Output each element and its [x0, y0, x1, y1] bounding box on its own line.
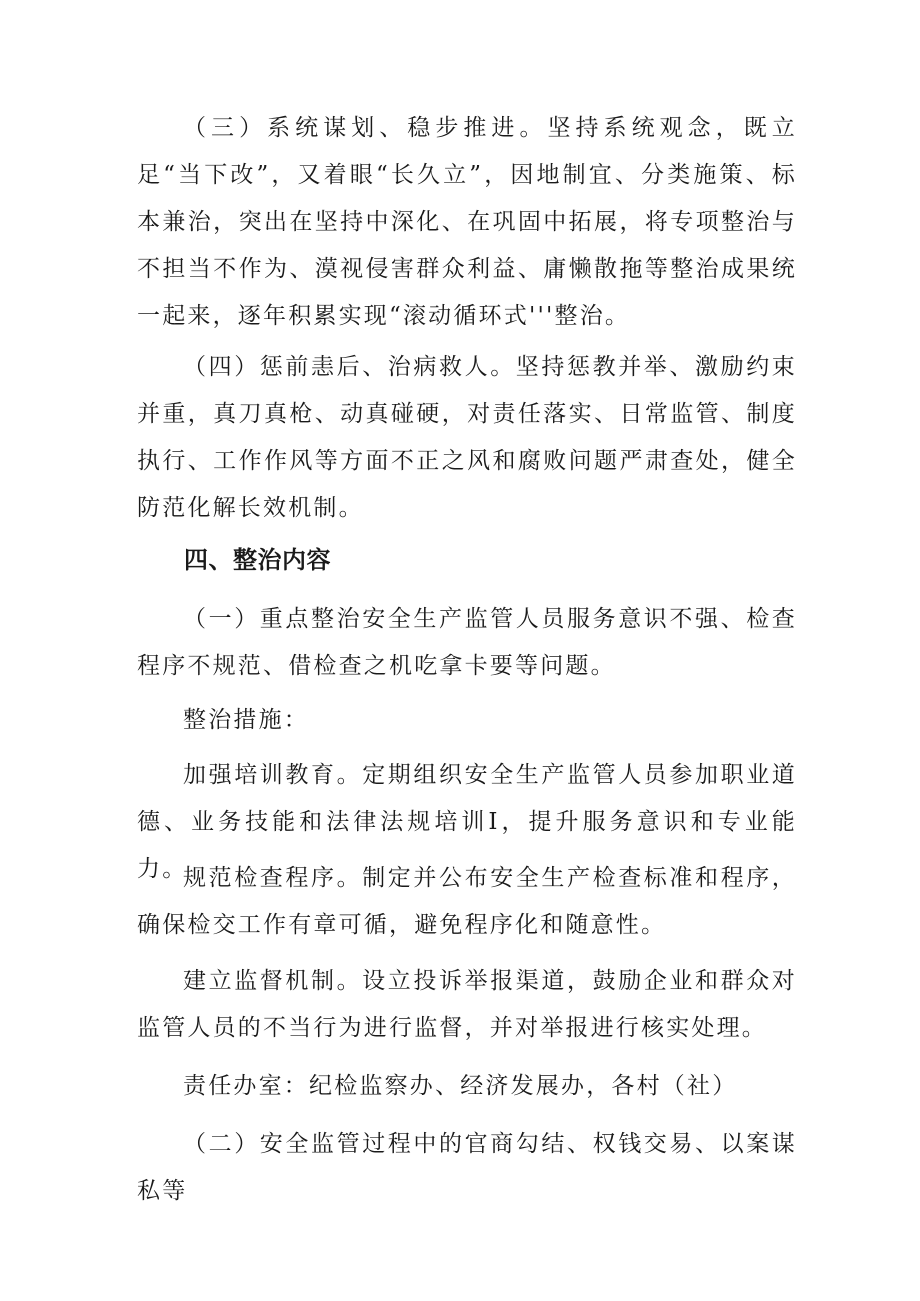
section-heading-rectification-content: 四、整治内容	[184, 546, 331, 574]
paragraph-systematic-planning: （三）系统谋划、稳步推进。坚持系统观念，既立足“当下改”，又着眼“长久立”，因地制宜、分类施策、标本兼治，突出在坚持中深化、在巩固中拓展，将专项整治与不担当不作为、漠视侵害群众利益、庸懒散拖等整治成果统一起来，逐年积累实现“滚动循环式'''整治。	[137, 115, 797, 329]
paragraph-item-two: （二）安全监管过程中的官商勾结、权钱交易、以案谋私等	[137, 1131, 797, 1204]
paragraph-punish-and-cure: （四）惩前恚后、治病救人。坚持惩教并举、激励约束并重，真刀真枪、动真碰硬，对责任落实、日常监管、制度执行、工作作风等方面不正之风和腐败问题严肃查处，健全防范化解长效机制。	[137, 354, 797, 521]
paragraph-inspection-procedure: 规范检查程序。制定并公布安全生产检查标准和程序，确保检交工作有章可循，避免程序化和随意性。	[137, 865, 797, 938]
paragraph-responsible-office: 责任办室：纪检监察办、经济发展办，各村（社）	[183, 1073, 738, 1099]
paragraph-item-one: （一）重点整治安全生产监管人员服务意识不强、检查程序不规范、借检查之机吃拿卡要等问题。	[137, 606, 797, 679]
paragraph-measures-label: 整治措施：	[183, 707, 309, 733]
paragraph-training: 加强培训教育。定期组织安全生产监管人员参加职业道德、业务技能和法律法规培训I，提升服务意识和专业能力。	[137, 762, 797, 882]
paragraph-supervision-mechanism: 建立监督机制。设立投诉举报渠道，鼓励企业和群众对监管人员的不当行为进行监督，并对举报进行核实处理。	[137, 968, 797, 1041]
